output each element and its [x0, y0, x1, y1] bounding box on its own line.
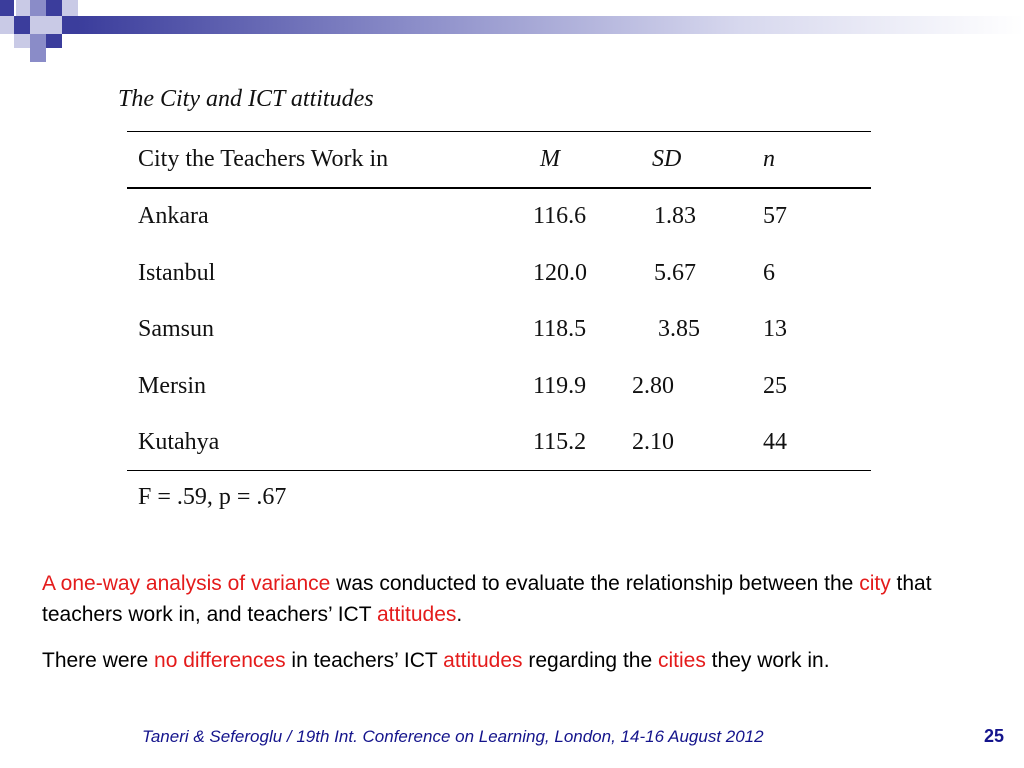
slide-footer: Taneri & Seferoglu / 19th Int. Conference on Learning, London, 14-16 August 2012: [142, 727, 764, 746]
table-header-rule: [127, 187, 871, 189]
table-title: The City and ICT attitudes: [118, 86, 374, 112]
cell-m: 118.5: [533, 316, 587, 342]
paragraph-result: [42, 645, 1002, 676]
header-m: M: [540, 146, 560, 172]
body-text: they work in.: [705, 649, 830, 672]
cell-m: 115.2: [533, 429, 587, 455]
cell-city: Ankara: [138, 203, 209, 229]
decor-square: [30, 16, 46, 34]
cell-sd: 1.83: [654, 203, 696, 229]
cell-m: 116.6: [533, 203, 587, 229]
body-text: There were: [42, 649, 155, 672]
cell-n: 25: [763, 373, 787, 399]
body-text: that teachers work in, and teachers’ ICT: [42, 572, 932, 626]
body-text: in teachers’ ICT: [285, 649, 444, 672]
cell-sd: 2.80: [632, 373, 674, 399]
highlight-text: attitudes: [443, 649, 523, 672]
highlight-text: city: [859, 572, 891, 595]
body-text: regarding the: [522, 649, 658, 672]
header-city: City the Teachers Work in: [138, 146, 389, 172]
page-number: 25: [984, 726, 1005, 746]
statistic-line: F = .59, p = .67: [138, 484, 287, 510]
header-n: n: [763, 146, 775, 172]
decor-square: [62, 0, 78, 16]
highlight-text: no differences: [154, 649, 286, 672]
cell-n: 6: [763, 260, 775, 286]
cell-sd: 5.67: [654, 260, 696, 286]
paragraph-anova: [42, 568, 1002, 630]
cell-n: 13: [763, 316, 787, 342]
cell-city: Mersin: [138, 373, 206, 399]
cell-sd: 2.10: [632, 429, 674, 455]
decor-square: [30, 0, 46, 16]
decor-square: [46, 0, 62, 16]
decor-square: [30, 48, 46, 62]
cell-n: 44: [763, 429, 787, 455]
decor-square: [30, 34, 46, 48]
decor-square: [46, 16, 62, 34]
cell-m: 120.0: [533, 260, 587, 286]
decor-square: [62, 16, 78, 34]
table-top-rule: [127, 131, 871, 132]
cell-city: Kutahya: [138, 429, 220, 455]
cell-n: 57: [763, 203, 787, 229]
table-bottom-rule: [127, 470, 871, 471]
decor-square: [14, 34, 30, 48]
highlight-text: A one-way analysis of variance: [42, 572, 331, 595]
decor-square: [46, 34, 62, 48]
highlight-text: attitudes: [377, 603, 457, 626]
header-gradient-bar: [78, 16, 1024, 34]
body-text: .: [456, 603, 463, 626]
decor-square: [0, 0, 14, 16]
highlight-text: cities: [657, 649, 706, 672]
decor-square: [0, 16, 14, 34]
decor-square: [14, 16, 30, 34]
cell-city: Samsun: [138, 316, 215, 342]
header-sd: SD: [652, 146, 682, 172]
cell-sd: 3.85: [658, 316, 700, 342]
body-text: was conducted to evaluate the relationship between the: [330, 572, 860, 595]
cell-city: Istanbul: [138, 260, 216, 286]
cell-m: 119.9: [533, 373, 587, 399]
decor-square: [16, 0, 30, 16]
